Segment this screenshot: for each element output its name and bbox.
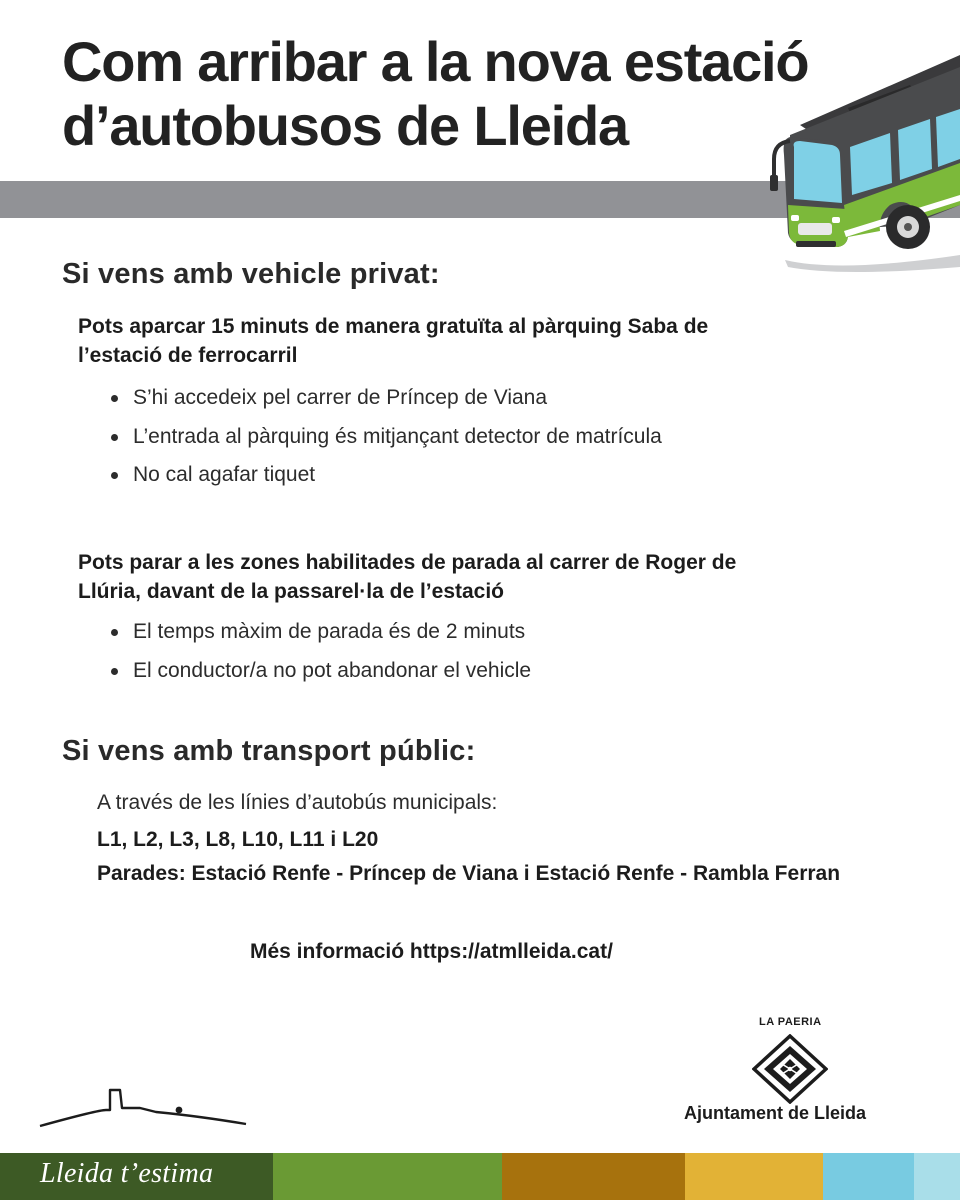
bullet-icon: [111, 472, 118, 479]
list-item: El temps màxim de parada és de 2 minuts: [108, 617, 531, 656]
footer-segment: [685, 1153, 823, 1200]
bus-stops: Parades: Estació Renfe - Príncep de Viana i Estació Renfe - Rambla Ferran: [97, 862, 841, 885]
paeria-caption: LA PAERIA: [759, 1016, 822, 1028]
footer-segment: [823, 1153, 914, 1200]
bullet-icon: [111, 668, 118, 675]
title-line-2: d’autobusos de Lleida: [62, 94, 628, 157]
bullet-icon: [111, 629, 118, 636]
list-item: El conductor/a no pot abandonar el vehicle: [108, 656, 531, 695]
list-item: No cal agafar tiquet: [108, 460, 662, 499]
council-name: Ajuntament de Lleida: [684, 1103, 867, 1123]
bus-lines-intro: A través de les línies d’autobús municipals:: [97, 791, 498, 814]
parking-lead-line-2: l’estació de ferrocarril: [78, 344, 298, 367]
stopping-lead: [78, 548, 873, 606]
bus-lines: L1, L2, L3, L8, L10, L11 i L20: [97, 828, 379, 851]
stopping-list: [108, 617, 531, 694]
list-item: S’hi accedeix pel carrer de Príncep de Viana: [108, 383, 662, 422]
parking-lead: [78, 312, 873, 370]
stopping-lead-line-1: Pots parar a les zones habilitades de parada al carrer de Roger de: [78, 551, 737, 574]
bus-icon: [760, 55, 960, 273]
footer-segment: [502, 1153, 685, 1200]
title-line-1: Com arribar a la nova estació: [62, 30, 809, 93]
parking-list: [108, 383, 662, 499]
footer-segment: [273, 1153, 502, 1200]
stopping-lead-line-2: Llúria, davant de la passarel·la de l’estació: [78, 580, 505, 603]
list-item: L’entrada al pàrquing és mitjançant detector de matrícula: [108, 422, 662, 461]
footer-segment: [914, 1153, 960, 1200]
public-transport-heading: Si vens amb transport públic:: [62, 735, 476, 767]
slogan: Lleida t’estima: [40, 1158, 214, 1189]
bullet-icon: [111, 434, 118, 441]
crest-icon: [752, 1034, 828, 1104]
private-vehicle-heading: Si vens amb vehicle privat:: [62, 258, 440, 290]
parking-lead-line-1: Pots aparcar 15 minuts de manera gratuïta al pàrquing Saba de: [78, 315, 709, 338]
bullet-icon: [111, 395, 118, 402]
page-title: [62, 30, 822, 158]
skyline-logo-icon: [38, 1086, 248, 1130]
more-info-link[interactable]: Més informació https://atmlleida.cat/: [250, 940, 613, 963]
